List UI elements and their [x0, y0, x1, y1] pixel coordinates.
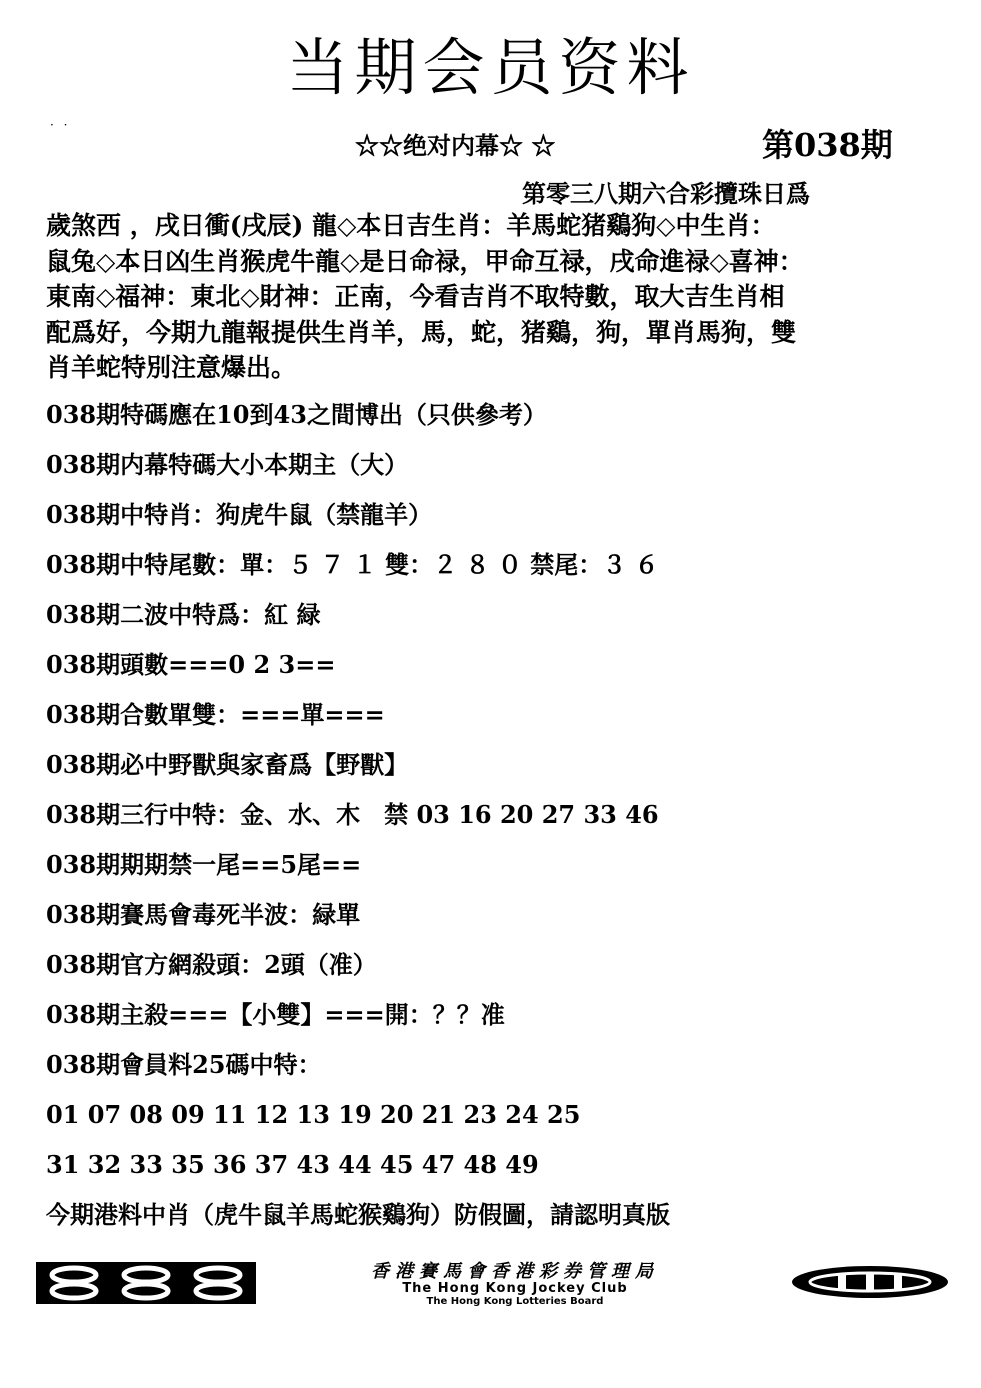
list-item: 038期頭數===0 2 3==: [46, 650, 336, 679]
list-item: 038期必中野獸與家畜爲【野獸】: [46, 750, 409, 779]
list-item: 01 07 08 09 11 12 13 19 20 21 23 24 25: [46, 1100, 581, 1129]
list-item: 038期會員料25碼中特：: [46, 1050, 322, 1079]
intro-heading: 第零三八期六合彩攬珠日爲: [522, 179, 810, 208]
page-title: 当期会员资料: [286, 31, 695, 104]
intro-line: 鼠兔◇本日凶生肖猴虎牛龍◇是日命禄，甲命互禄，戌命進禄◇喜神：: [46, 246, 804, 276]
subtitle: ☆☆绝对内幕☆ ☆: [355, 131, 556, 160]
list-item: 今期港料中肖（虎牛鼠羊馬蛇猴鷄狗）防假圖，請認明真版: [46, 1200, 670, 1229]
list-item: 038期中特肖：狗虎牛鼠（禁龍羊）: [46, 500, 433, 529]
list-item: 038期内幕特碼大小本期主（大）: [46, 450, 409, 479]
list-item: 038期賽馬會毒死半波：緑單: [46, 900, 361, 929]
footer: [0, 1258, 981, 1308]
list-item: 31 32 33 35 36 37 43 44 45 47 48 49: [46, 1150, 539, 1179]
list-item: 038期官方網殺頭：2頭（准）: [46, 950, 377, 979]
board-name-english: The Hong Kong Lotteries Board: [426, 1296, 604, 1307]
issue-number: 第038期: [762, 126, 893, 164]
intro-line: 配爲好，今期九龍報提供生肖羊，馬，蛇，猪鷄，狗，單肖馬狗，雙: [46, 317, 797, 347]
list-item: 038期特碼應在10到43之間博出（只供參考）: [46, 400, 547, 429]
list-item: 038期期期禁一尾==5尾==: [46, 850, 362, 879]
list-item: 038期主殺===【小雙】===開：？？准: [46, 1000, 505, 1029]
intro-line: 歲煞西 ，戌日衝(戌辰) 龍◇本日吉生肖：羊馬蛇猪鷄狗◇中生肖：: [46, 211, 776, 240]
list-item: 038期中特尾數：單：５ ７ １ 雙：２ ８ ０ 禁尾：３ ６: [46, 550, 659, 579]
prediction-list: [46, 395, 670, 1245]
intro-line: 肖羊蛇特別注意爆出。: [46, 353, 297, 382]
jockey-club-logo-icon: [790, 1264, 950, 1300]
jockey-club-name: [290, 1262, 740, 1308]
list-item: 038期合數單雙：===單===: [46, 700, 385, 729]
list-item: 038期三行中特：金、水、木 禁 03 16 20 27 33 46: [46, 800, 659, 829]
list-item: 038期二波中特爲：紅 緑: [46, 600, 321, 629]
club-name-english: The Hong Kong Jockey Club: [402, 1281, 628, 1296]
club-name-chinese: 香港賽馬會香港彩券管理局: [371, 1261, 659, 1282]
lottery-logo-icon: [36, 1262, 256, 1304]
intro-line: 東南◇福神：東北◇財神：正南，今看吉肖不取特數，取大吉生肖相: [46, 282, 785, 311]
intro-paragraph: [46, 208, 896, 386]
decorative-dots: · ·: [50, 118, 71, 132]
